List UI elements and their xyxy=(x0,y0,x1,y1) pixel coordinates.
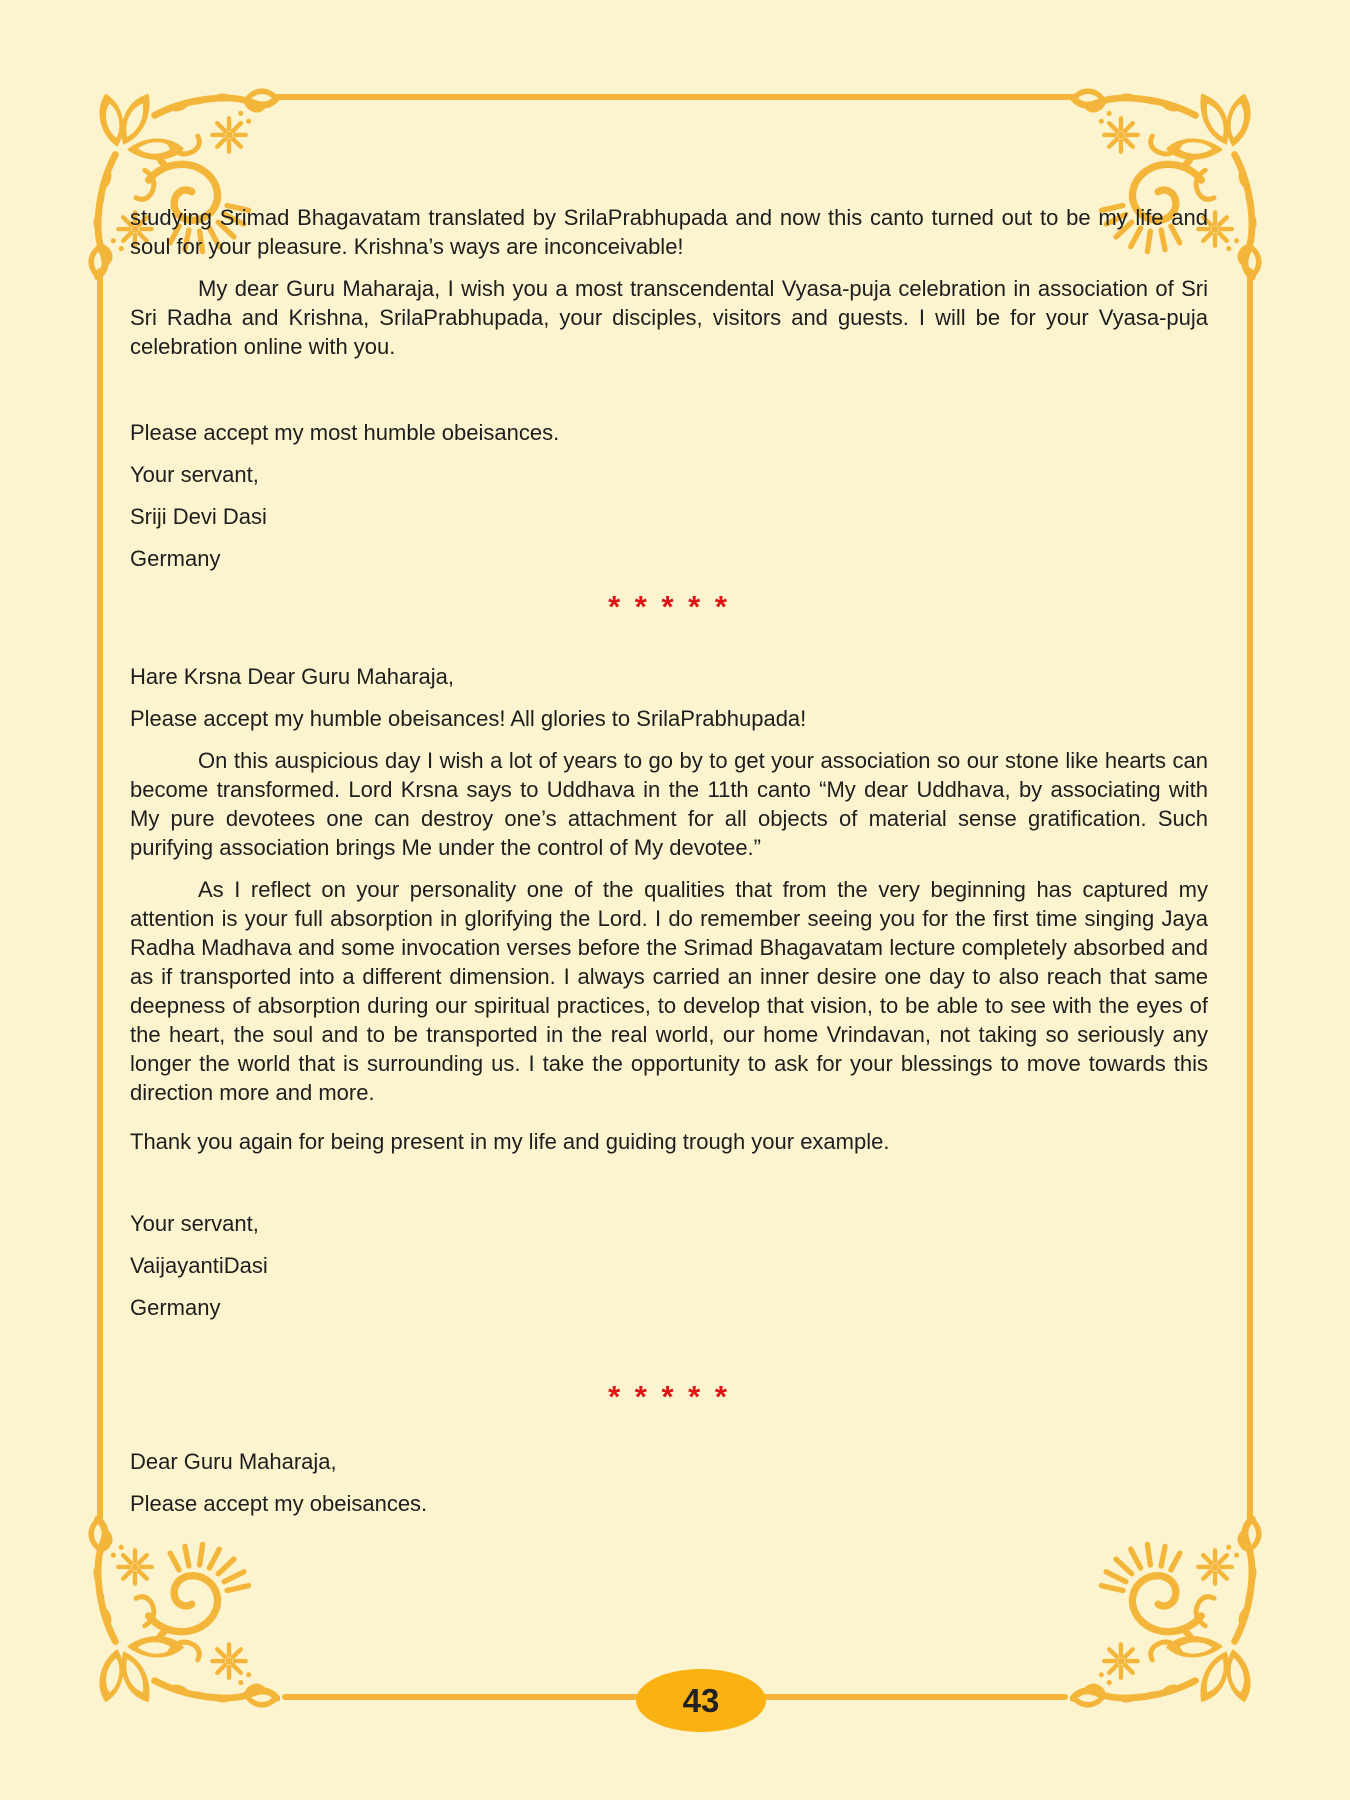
location-2: Germany xyxy=(130,1295,221,1320)
obeisances-3: Please accept my obeisances. xyxy=(130,1491,428,1516)
paragraph-vyasa-puja-wish: My dear Guru Maharaja, I wish you a most transcendental Vyasa-puja celebration in association of Sri Sri Radha and Krishna, SrilaPrabhupada, your disciples, visitors and guests. I will be for your Vyasa-puja celebration online with you. xyxy=(130,276,1208,359)
page-number-badge xyxy=(636,1669,766,1732)
corner-ornament-bottom-right xyxy=(1070,1516,1266,1712)
obeisances-2: Please accept my humble obeisances! All glories to SrilaPrabhupada! xyxy=(130,706,807,731)
salutation-2: Hare Krsna Dear Guru Maharaja, xyxy=(130,664,455,689)
salutation-3: Dear Guru Maharaja, xyxy=(130,1449,337,1474)
separator-asterisks-2: * * * * * xyxy=(608,1379,730,1414)
corner-ornament-bottom-left xyxy=(84,1516,280,1712)
signature-2: VaijayantiDasi xyxy=(130,1253,268,1278)
separator-asterisks-1: * * * * * xyxy=(608,589,730,624)
frame-right-line xyxy=(1247,268,1253,1523)
signoff-2: Your servant, xyxy=(130,1211,259,1236)
paragraph-association: On this auspicious day I wish a lot of years to go by to get your association so our stone like hearts can become transformed. Lord Krsna says to Uddhava in the 11th canto “My dear Uddhava, by associating with My pure devotees one can destroy one’s attachment for all objects of material sense gratification. Such purifying association brings Me under the control of My devotee.” xyxy=(130,748,1208,860)
paragraph-reflection: As I reflect on your personality one of the qualities that from the very beginning has captured my attention is your full absorption in glorifying the Lord. I do remember seeing you for the first time singing Jaya Radha Madhava and some invocation verses before the Srimad Bhagavatam lecture completely absorbed and as if transported into a different dimension. I always carried an inner desire one day to also reach that same deepness of absorption during our spiritual practices, to develop that vision, to be able to see with the eyes of the heart, the soul and to be transported in the real world, our home Vrindavan, not taking so seriously any longer the world that is surrounding us. I take the opportunity to ask for your blessings to move towards this direction more and more. xyxy=(130,877,1208,1105)
paragraph-continuation: studying Srimad Bhagavatam translated by SrilaPrabhupada and now this canto turned out to be my life and soul for your pleasure. Krishna’s ways are inconceivable! xyxy=(130,205,1208,259)
closing-line-1: Please accept my most humble obeisances. xyxy=(130,420,560,445)
page-number: 43 xyxy=(682,1681,720,1719)
paragraph-thanks: Thank you again for being present in my life and guiding trough your example. xyxy=(130,1129,890,1154)
location-1: Germany xyxy=(130,546,221,571)
signature-1: Sriji Devi Dasi xyxy=(130,504,267,529)
signoff-1: Your servant, xyxy=(130,462,259,487)
frame-left-line xyxy=(97,268,103,1523)
letters-text-column xyxy=(130,203,1208,1518)
frame-top-line xyxy=(272,94,1078,100)
